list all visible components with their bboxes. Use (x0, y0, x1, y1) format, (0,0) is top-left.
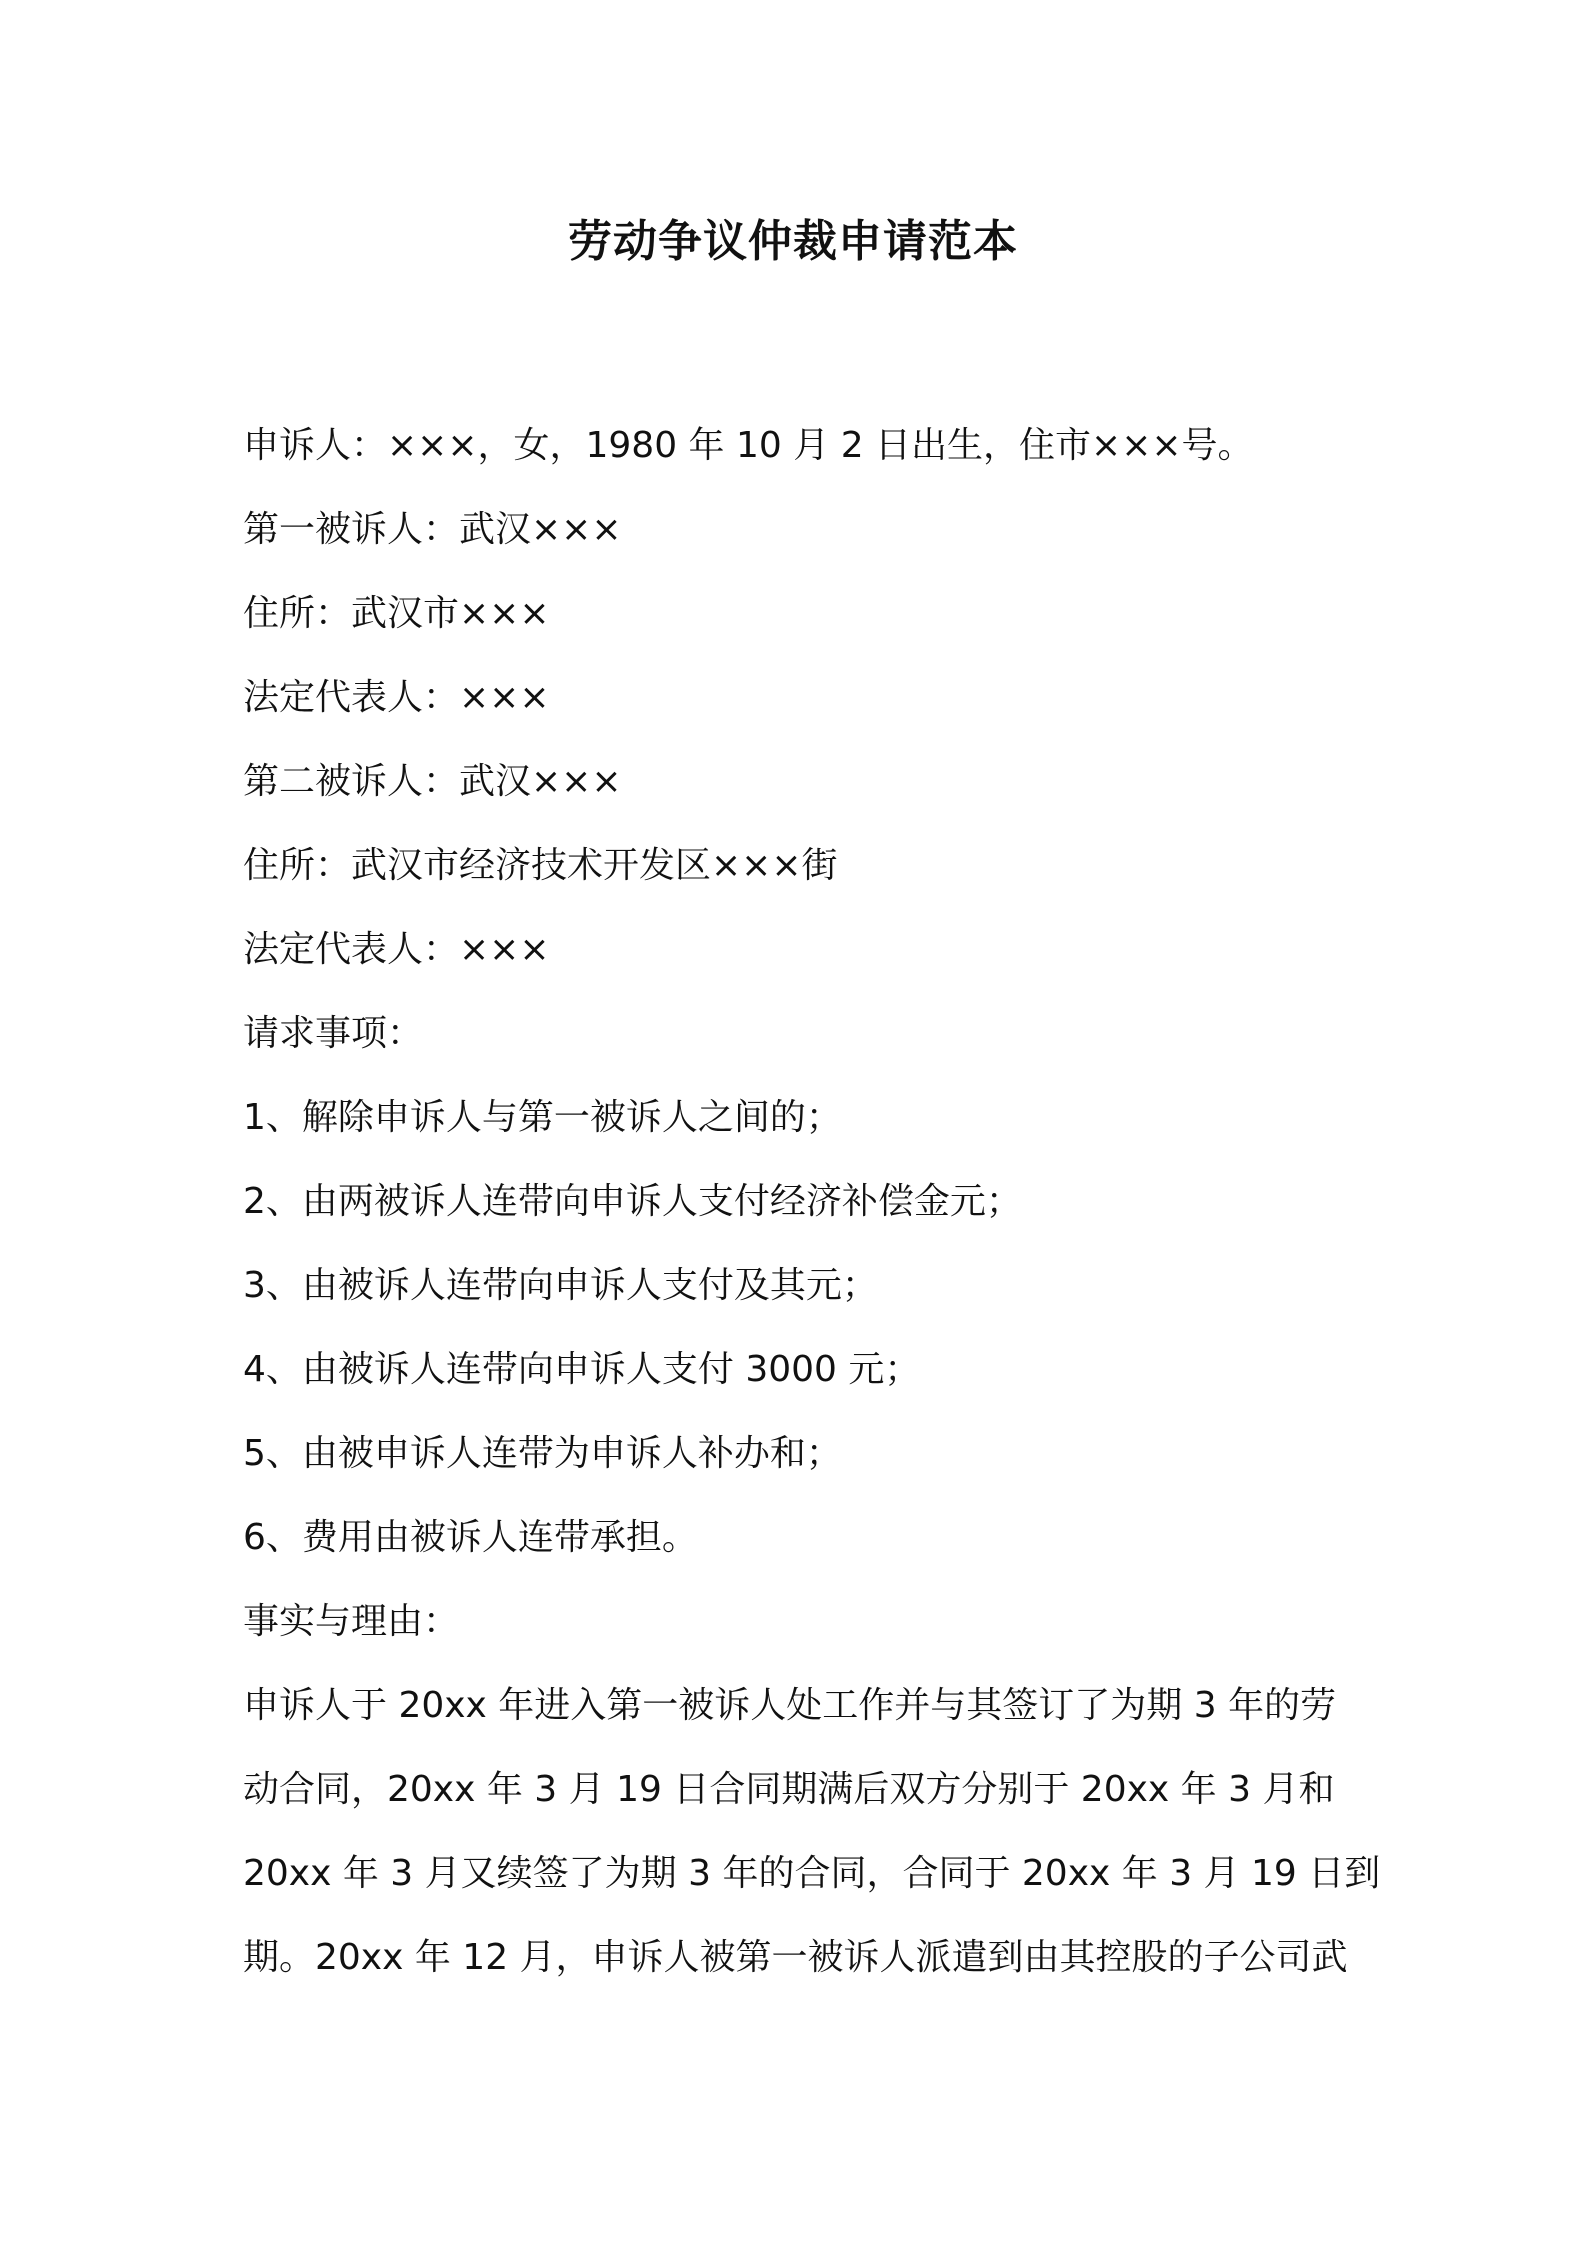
facts-paragraph-line: 期。20xx 年 12 月，申诉人被第一被诉人派遣到由其控股的子公司武 (243, 1937, 1348, 1978)
claim-item: 1、解除申诉人与第一被诉人之间的； (243, 1097, 842, 1138)
document-body (243, 404, 1381, 2000)
complainant-line: 申诉人：×××，女，1980 年 10 月 2 日出生，住市×××号。 (243, 425, 1254, 466)
facts-heading: 事实与理由： (243, 1601, 460, 1642)
claim-item: 2、由两被诉人连带向申诉人支付经济补偿金元； (243, 1181, 1022, 1222)
claims-heading: 请求事项： (243, 1013, 424, 1054)
claim-item: 3、由被诉人连带向申诉人支付及其元； (243, 1265, 878, 1306)
document-title: 劳动争议仲裁申请范本 (568, 216, 1018, 267)
facts-paragraph-line: 动合同，20xx 年 3 月 19 日合同期满后双方分别于 20xx 年 3 月和 (243, 1769, 1335, 1810)
facts-paragraph-line: 20xx 年 3 月又续签了为期 3 年的合同，合同于 20xx 年 3 月 19 日到 (243, 1853, 1381, 1894)
facts-paragraph-line: 申诉人于 20xx 年进入第一被诉人处工作并与其签订了为期 3 年的劳 (243, 1685, 1337, 1726)
second-respondent-representative-line: 法定代表人：××× (243, 929, 550, 970)
facts-paragraph (243, 1664, 1381, 2000)
first-respondent-representative-line: 法定代表人：××× (243, 677, 550, 718)
second-respondent-address-line: 住所：武汉市经济技术开发区×××街 (243, 845, 838, 886)
first-respondent-address-line: 住所：武汉市××× (243, 593, 550, 634)
second-respondent-line: 第二被诉人：武汉××× (243, 761, 622, 802)
first-respondent-line: 第一被诉人：武汉××× (243, 509, 622, 550)
claim-item: 5、由被申诉人连带为申诉人补办和； (243, 1433, 842, 1474)
claim-item: 4、由被诉人连带向申诉人支付 3000 元； (243, 1349, 921, 1390)
claim-item: 6、费用由被诉人连带承担。 (243, 1517, 698, 1558)
